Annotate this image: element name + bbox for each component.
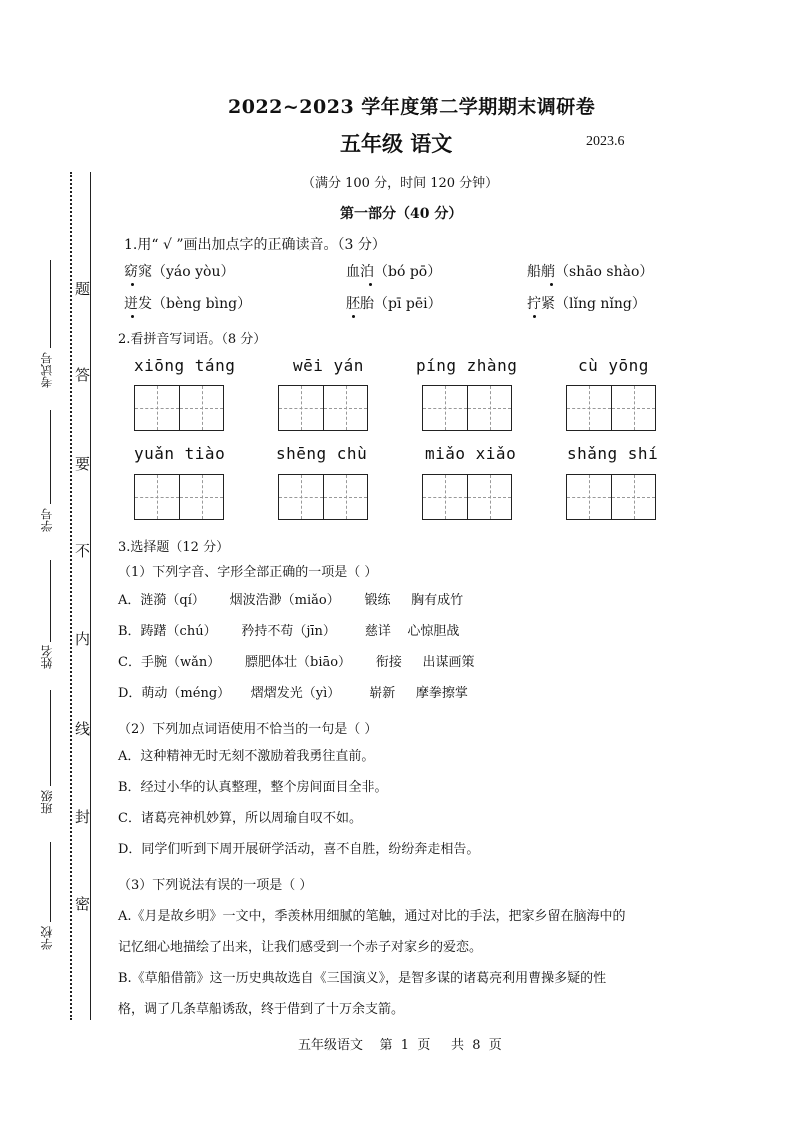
q3-title: 3.选择题（12 分） (118, 540, 230, 555)
q3-sub1-stem: （1）下列字音、字形全部正确的一项是（ ） (118, 565, 378, 580)
field-line (50, 560, 51, 642)
emphasis-dot (352, 315, 355, 318)
writing-grid[interactable] (134, 385, 224, 431)
pinyin-4: cù yōng (578, 356, 649, 375)
q1-title: 1.用“ √ ”画出加点字的正确读音。（3 分） (124, 237, 386, 253)
field-line (50, 690, 51, 786)
q3-sub3-stem: （3）下列说法有误的一项是（ ） (118, 878, 313, 893)
emphasis-dot (131, 283, 134, 286)
seal-char: 要 (75, 455, 91, 473)
field-school: 学校 (40, 926, 54, 950)
q1-word: 窈窕 (124, 264, 152, 280)
q1-word: 拧紧 (527, 296, 555, 312)
q3-sub3-line-1: A.《月是故乡明》一文中，季羡林用细腻的笔触，通过对比的手法，把家乡留在脑海中的 (118, 909, 626, 924)
part-heading: 第一部分（40 分） (340, 206, 463, 222)
seal-char: 封 (75, 808, 91, 826)
field-name: 姓名 (40, 645, 54, 669)
q3-sub3-line-4: 格，调了几条草船诱敌，终于借到了十万余支箭。 (118, 1002, 405, 1017)
seal-char: 内 (75, 630, 91, 648)
q1-item-6 (527, 293, 646, 313)
q1-reading: （shāo shào） (555, 264, 654, 280)
q2-title: 2.看拼音写词语。（8 分） (118, 332, 267, 347)
q1-word: 迸发 (124, 296, 152, 312)
q3-sub1-option-d: D．萌动（méng） 熠熠发光（yì） 崭新 摩拳擦掌 (118, 686, 468, 701)
seal-char: 不 (75, 542, 91, 560)
writing-grid[interactable] (566, 385, 656, 431)
seal-char: 答 (75, 366, 91, 384)
q1-reading: （yáo yòu） (152, 264, 235, 280)
emphasis-dot (533, 315, 536, 318)
pinyin-5: yuǎn tiào (134, 444, 226, 463)
q1-item-4 (124, 293, 251, 313)
writing-grid[interactable] (134, 474, 224, 520)
writing-grid[interactable] (422, 474, 512, 520)
binding-dotted-line (70, 172, 72, 1020)
q3-sub1-option-c: C．手腕（wǎn） 膘肥体壮（biāo） 衔接 出谋画策 (118, 655, 475, 670)
pinyin-1: xiōng táng (134, 356, 236, 375)
q1-item-3 (527, 261, 653, 281)
field-line (50, 842, 51, 922)
seal-char: 题 (75, 280, 91, 298)
exam-note: （满分 100 分，时间 120 分钟） (302, 176, 499, 191)
field-exam-number: 考试号 (40, 352, 54, 388)
q1-item-5 (346, 293, 442, 313)
q1-reading: （pī pēi） (374, 296, 442, 312)
emphasis-dot (131, 315, 134, 318)
q1-word: 船艄 (527, 264, 555, 280)
q1-item-1 (124, 261, 235, 281)
seal-char: 线 (75, 720, 91, 738)
q3-sub1-option-b: B．踌躇（chú） 矜持不苟（jīn） 慈详 心惊胆战 (118, 624, 460, 639)
seal-char: 密 (75, 895, 91, 913)
writing-grid[interactable] (278, 385, 368, 431)
exam-date: 2023.6 (586, 134, 625, 149)
binding-solid-line (90, 172, 91, 1020)
q3-sub2-option-b: B．经过小华的认真整理，整个房间面目全非。 (118, 780, 388, 795)
q1-reading: （bó pō） (374, 264, 442, 280)
q1-item-2 (346, 261, 441, 281)
q1-reading: （bèng bìng） (152, 296, 252, 312)
pinyin-8: shǎng shí (567, 444, 659, 463)
pinyin-6: shēng chù (276, 444, 368, 463)
field-line (50, 260, 51, 348)
field-line (50, 410, 51, 504)
emphasis-dot (369, 283, 372, 286)
field-class: 班级 (40, 790, 54, 814)
exam-subtitle: 五年级 语文 (340, 131, 453, 156)
writing-grid[interactable] (422, 385, 512, 431)
q3-sub1-option-a: A．涟漪（qí） 烟波浩渺（miǎo） 锻练 胸有成竹 (118, 593, 464, 608)
emphasis-dot (550, 283, 553, 286)
page-footer: 五年级语文 第 1 页 共 8 页 (298, 1038, 502, 1053)
q3-sub2-option-a: A．这种精神无时无刻不激励着我勇往直前。 (118, 749, 375, 764)
writing-grid[interactable] (566, 474, 656, 520)
q3-sub2-option-d: D．同学们听到下周开展研学活动，喜不自胜，纷纷奔走相告。 (118, 842, 480, 857)
pinyin-2: wēi yán (293, 356, 364, 375)
pinyin-3: píng zhàng (416, 356, 518, 375)
writing-grid[interactable] (278, 474, 368, 520)
q1-word: 血泊 (346, 264, 374, 280)
q1-reading: （lǐng nǐng） (555, 296, 646, 312)
q3-sub3-line-2: 记忆细心地描绘了出来，让我们感受到一个赤子对家乡的爱恋。 (118, 940, 483, 955)
q3-sub3-line-3: B.《草船借箭》这一历史典故选自《三国演义》，是智多谋的诸葛亮利用曹操多疑的性 (118, 971, 607, 986)
exam-title: 2022~2023 学年度第二学期期末调研卷 (228, 96, 596, 118)
q1-word: 胚胎 (346, 296, 374, 312)
pinyin-7: miǎo xiǎo (425, 444, 517, 463)
q3-sub2-stem: （2）下列加点词语使用不恰当的一句是（ ） (118, 722, 378, 737)
q3-sub2-option-c: C．诸葛亮神机妙算，所以周瑜自叹不如。 (118, 811, 362, 826)
field-student-id: 学号 (40, 508, 54, 532)
